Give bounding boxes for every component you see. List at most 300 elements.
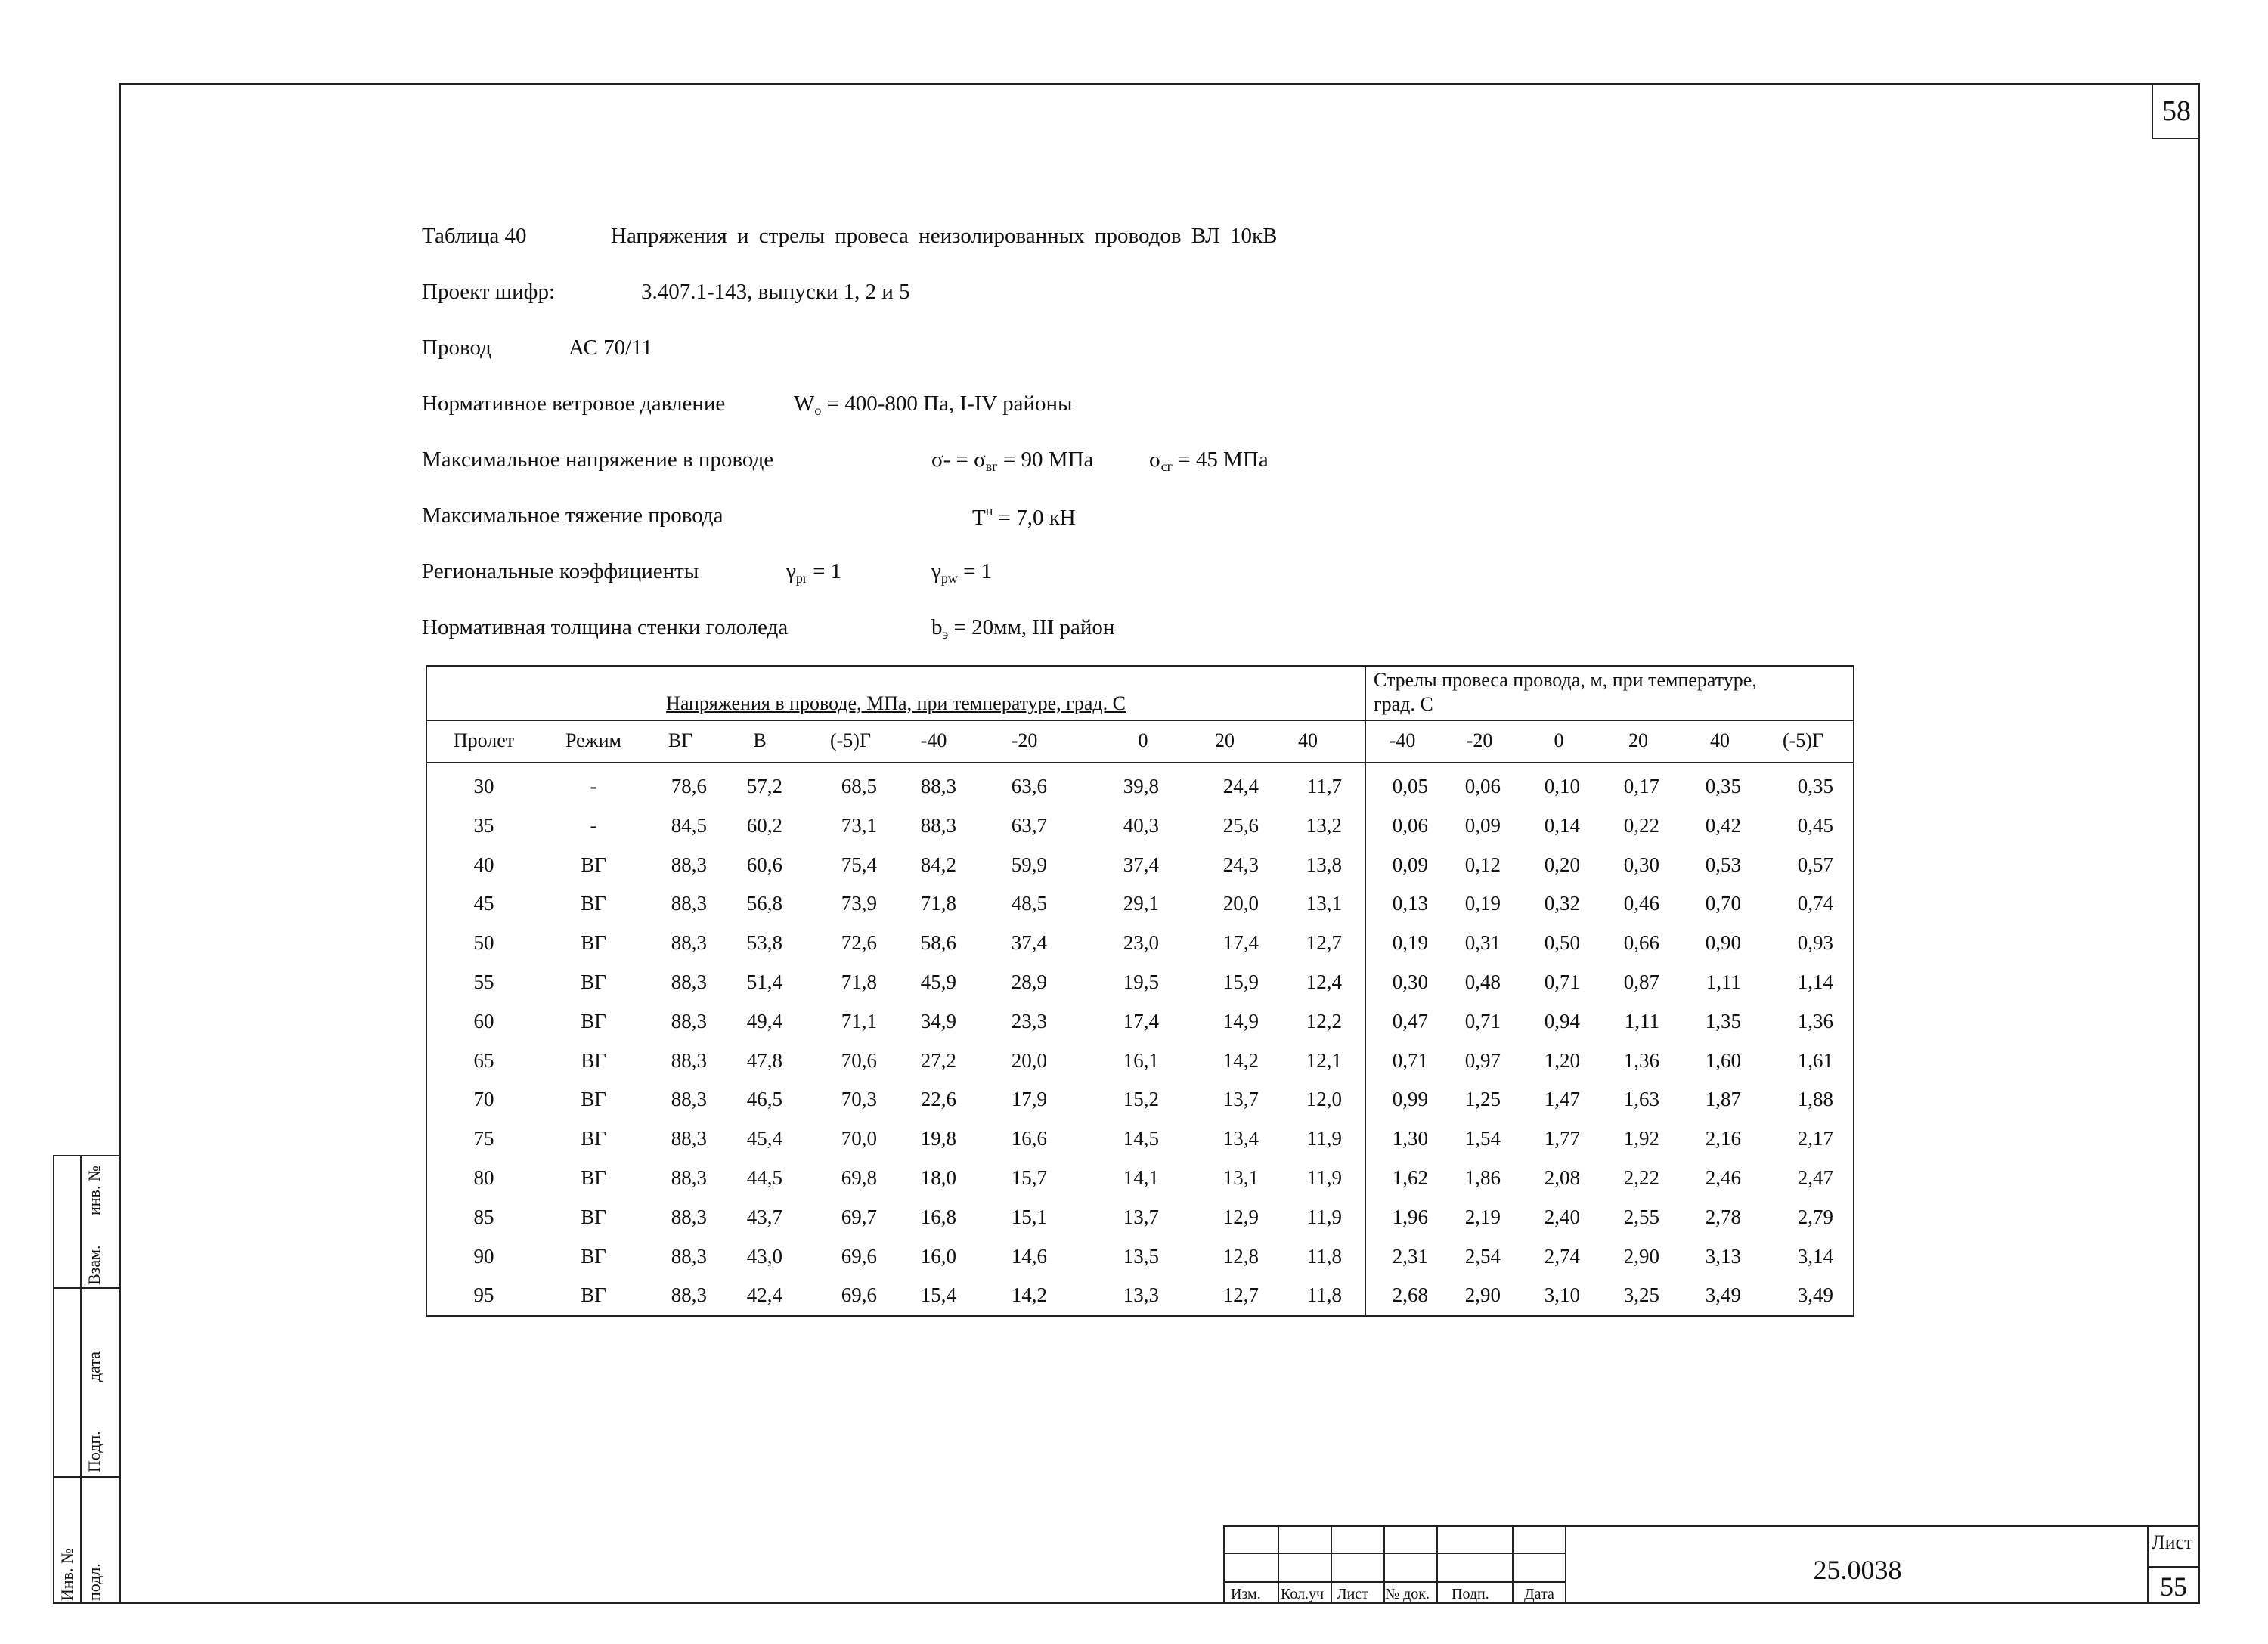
table-row — [427, 845, 1853, 884]
cell-t20: 25,6 — [1222, 813, 1259, 837]
cell-t-40: 22,6 — [920, 1088, 956, 1111]
cell-s-40: 1,96 — [1392, 1205, 1428, 1228]
cell-s20: 1,36 — [1623, 1048, 1659, 1072]
cell-mode: ВГ — [581, 1048, 606, 1072]
cell-t-40: 16,0 — [920, 1244, 956, 1268]
cell-s-20: 2,54 — [1464, 1244, 1501, 1268]
cell-t-20: 63,7 — [1011, 813, 1047, 837]
tb-vline — [1436, 1527, 1438, 1604]
tb-label-podp: Подп. — [1452, 1586, 1489, 1602]
cell-s40: 2,78 — [1705, 1205, 1741, 1228]
cell-s0: 2,40 — [1544, 1205, 1580, 1228]
cell-v: 49,4 — [746, 1009, 782, 1033]
cell-t-40: 18,0 — [920, 1166, 956, 1189]
cell-t20: 24,3 — [1222, 853, 1259, 876]
table-row — [427, 806, 1853, 845]
stamp-vzam: Взам. — [85, 1245, 104, 1285]
cell-t40: 11,8 — [1306, 1244, 1342, 1268]
cell-m5g: 68,5 — [841, 775, 877, 797]
cell-s-20: 2,19 — [1464, 1205, 1501, 1228]
table-row — [427, 1119, 1853, 1158]
cell-span: 60 — [473, 1009, 494, 1033]
cell-t-40: 88,3 — [920, 775, 956, 797]
wind-value-line — [794, 392, 1073, 419]
group-header-sag-line2: град. С — [1374, 693, 1433, 715]
cell-s20: 0,87 — [1623, 971, 1659, 993]
group-header-stress: Напряжения в проводе, МПа, при температуре, град. С — [666, 692, 1126, 714]
table-header-rule-2 — [427, 762, 1853, 763]
cell-v: 60,2 — [746, 813, 782, 837]
cell-s20: 1,92 — [1623, 1127, 1659, 1150]
cell-s40: 1,60 — [1705, 1048, 1741, 1072]
cell-t20: 17,4 — [1222, 931, 1259, 955]
ice-sub: э — [942, 627, 949, 642]
column-header-s-20: -20 — [1466, 729, 1493, 751]
cell-s-40: 1,62 — [1392, 1166, 1428, 1189]
cell-s-40: 0,30 — [1392, 971, 1428, 993]
cell-t0: 15,2 — [1123, 1088, 1159, 1111]
cell-m5g: 71,8 — [841, 971, 877, 993]
cell-s20: 0,66 — [1623, 931, 1659, 955]
column-header-m5g: (-5)Г — [829, 729, 871, 751]
cell-vg: 84,5 — [671, 813, 707, 837]
cell-t20: 12,8 — [1222, 1244, 1259, 1268]
wind-label: Нормативное ветровое давление — [422, 392, 726, 416]
tb-label-izm: Изм. — [1231, 1586, 1261, 1602]
cell-m5g: 73,9 — [841, 892, 877, 915]
column-header-t-40: -40 — [920, 729, 947, 751]
group-header-sag-line1: Стрелы провеса провода, м, при температуре, — [1374, 669, 1757, 691]
cell-t20: 20,0 — [1222, 892, 1259, 915]
cell-vg: 88,3 — [671, 1009, 707, 1033]
cell-s-40: 0,71 — [1392, 1048, 1428, 1072]
cell-s-40: 0,99 — [1392, 1088, 1428, 1111]
cell-s40: 1,87 — [1705, 1088, 1741, 1111]
cell-m5g: 75,4 — [841, 853, 877, 876]
ice-value: = 20мм, III район — [953, 615, 1115, 639]
cell-span: 55 — [473, 971, 494, 993]
cell-s20: 0,46 — [1623, 892, 1659, 915]
cell-sm5g: 0,74 — [1797, 892, 1833, 915]
page-number: 58 — [2152, 85, 2200, 139]
cell-t40: 13,1 — [1306, 892, 1342, 915]
column-header-s20: 20 — [1628, 729, 1648, 751]
wire-label: Провод — [422, 336, 491, 360]
cell-sm5g: 1,88 — [1797, 1088, 1833, 1111]
cell-t-20: 14,2 — [1011, 1283, 1047, 1307]
column-header-s0: 0 — [1554, 729, 1564, 751]
cell-s-20: 0,09 — [1464, 813, 1501, 837]
table-row — [427, 1079, 1853, 1119]
document-code: 25.0038 — [1813, 1555, 1902, 1585]
ice-symbol: b — [931, 615, 943, 639]
table-row — [427, 1041, 1853, 1080]
cell-mode: ВГ — [581, 1088, 606, 1111]
cell-t20: 14,2 — [1222, 1048, 1259, 1072]
column-header-vg: ВГ — [668, 729, 693, 751]
stamp-inv: Инв. № — [57, 1547, 76, 1601]
column-header-sm5g: (-5)Г — [1782, 729, 1823, 751]
stress-value-line-2 — [1149, 447, 1269, 475]
cell-t0: 39,8 — [1123, 775, 1159, 797]
cell-mode: ВГ — [581, 1205, 606, 1228]
cell-v: 60,6 — [746, 853, 782, 876]
table-row — [427, 962, 1853, 1002]
tb-label-list: Лист — [1337, 1586, 1368, 1602]
cell-span: 35 — [473, 813, 494, 837]
cell-v: 47,8 — [746, 1048, 782, 1072]
cell-sm5g: 2,17 — [1797, 1127, 1833, 1150]
cell-s-40: 0,06 — [1392, 813, 1428, 837]
cell-t-20: 28,9 — [1011, 971, 1047, 993]
cell-vg: 88,3 — [671, 1244, 707, 1268]
cell-t20: 14,9 — [1222, 1009, 1259, 1033]
cell-m5g: 70,0 — [841, 1127, 877, 1150]
cell-v: 56,8 — [746, 892, 782, 915]
column-header-t0: 0 — [1138, 729, 1148, 751]
cell-span: 30 — [473, 775, 494, 797]
tb-label-doc: № док. — [1385, 1586, 1430, 1602]
cell-s0: 3,10 — [1544, 1283, 1580, 1307]
stress-value-2: = 90 МПа — [1002, 447, 1094, 472]
table-row — [427, 1002, 1853, 1041]
cell-span: 90 — [473, 1244, 494, 1268]
cell-t-20: 63,6 — [1011, 775, 1047, 797]
cell-s0: 1,20 — [1544, 1048, 1580, 1072]
stress-value-line — [931, 447, 1093, 475]
stamp-line — [80, 1155, 82, 1602]
cell-t-40: 88,3 — [920, 813, 956, 837]
cell-t0: 29,1 — [1123, 892, 1159, 915]
column-header-span: Пролет — [453, 729, 515, 751]
cell-s-20: 1,86 — [1464, 1166, 1501, 1189]
cell-v: 51,4 — [746, 971, 782, 993]
cell-s-20: 2,90 — [1464, 1283, 1501, 1307]
cell-s20: 1,63 — [1623, 1088, 1659, 1111]
table-row — [427, 884, 1853, 923]
cell-mode: ВГ — [581, 1166, 606, 1189]
cell-s40: 1,11 — [1706, 971, 1741, 993]
cell-vg: 88,3 — [671, 1283, 707, 1307]
cell-s20: 0,22 — [1623, 813, 1659, 837]
ice-label: Нормативная толщина стенки гололеда — [422, 615, 789, 639]
cell-sm5g: 0,35 — [1797, 775, 1833, 797]
cell-m5g: 71,1 — [841, 1009, 877, 1033]
cell-span: 65 — [473, 1048, 494, 1072]
cell-span: 95 — [473, 1283, 494, 1307]
cell-span: 50 — [473, 931, 494, 955]
wind-sub: o — [814, 403, 822, 418]
cell-s40: 0,42 — [1705, 813, 1741, 837]
cell-t0: 40,3 — [1123, 813, 1159, 837]
margin-stamp — [53, 1155, 119, 1602]
stress-sub-1: вг — [985, 459, 998, 474]
cell-s40: 0,90 — [1705, 931, 1741, 955]
cell-span: 75 — [473, 1127, 494, 1150]
cell-s-20: 0,31 — [1464, 931, 1501, 955]
cell-t40: 11,7 — [1306, 775, 1342, 797]
cell-t-20: 15,1 — [1011, 1205, 1047, 1228]
cell-mode: ВГ — [581, 1009, 606, 1033]
cell-t0: 17,4 — [1123, 1009, 1159, 1033]
stress-value-3: = 45 МПа — [1178, 447, 1269, 472]
cell-s40: 0,35 — [1705, 775, 1741, 797]
group-header-sag — [1374, 668, 1850, 717]
cell-t-20: 20,0 — [1011, 1048, 1047, 1072]
tension-value-line — [972, 503, 1076, 531]
cell-t-20: 16,6 — [1011, 1127, 1047, 1150]
cell-t-40: 16,8 — [920, 1205, 956, 1228]
tension-value: = 7,0 кН — [998, 506, 1076, 530]
cell-t-40: 19,8 — [920, 1127, 956, 1150]
stamp-line — [53, 1287, 119, 1289]
cell-t0: 13,3 — [1123, 1283, 1159, 1307]
cell-t-40: 45,9 — [920, 971, 956, 993]
cell-mode: - — [590, 775, 597, 797]
cell-m5g: 72,6 — [841, 931, 877, 955]
cell-v: 43,0 — [746, 1244, 782, 1268]
cell-vg: 88,3 — [671, 1127, 707, 1150]
tb-label-kolvo: Кол.уч — [1281, 1586, 1325, 1602]
stamp-line — [53, 1155, 119, 1156]
cell-s-40: 2,68 — [1392, 1283, 1428, 1307]
cell-m5g: 69,8 — [841, 1166, 877, 1189]
cell-s20: 2,55 — [1623, 1205, 1659, 1228]
cell-sm5g: 1,14 — [1797, 971, 1833, 993]
cell-span: 45 — [473, 892, 494, 915]
cell-s0: 0,20 — [1544, 853, 1580, 876]
cell-v: 46,5 — [746, 1088, 782, 1111]
cell-s-20: 1,54 — [1464, 1127, 1501, 1150]
cell-vg: 88,3 — [671, 1088, 707, 1111]
cell-sm5g: 2,47 — [1797, 1166, 1833, 1189]
column-header-s40: 40 — [1710, 729, 1730, 751]
cell-t40: 12,1 — [1306, 1048, 1342, 1072]
cell-t20: 12,7 — [1222, 1283, 1259, 1307]
cell-s-20: 0,06 — [1464, 775, 1501, 797]
cell-t40: 11,9 — [1306, 1166, 1342, 1189]
sheet-number: 55 — [2149, 1566, 2198, 1605]
table-label: Таблица 40 — [422, 224, 527, 248]
cell-t20: 12,9 — [1222, 1205, 1259, 1228]
cell-v: 43,7 — [746, 1205, 782, 1228]
cell-s-20: 1,25 — [1464, 1088, 1501, 1111]
cell-s0: 2,74 — [1544, 1244, 1580, 1268]
wind-value: = 400-800 Па, I-IV районы — [826, 392, 1073, 416]
cell-t-40: 71,8 — [920, 892, 956, 915]
cell-mode: ВГ — [581, 1244, 606, 1268]
cell-sm5g: 3,49 — [1797, 1283, 1833, 1307]
cell-m5g: 69,6 — [841, 1244, 877, 1268]
cell-s0: 0,71 — [1544, 971, 1580, 993]
ice-value-line — [931, 615, 1114, 642]
cell-s0: 1,47 — [1544, 1088, 1580, 1111]
document-code-cell — [1565, 1525, 2149, 1604]
cell-t40: 11,8 — [1306, 1283, 1342, 1307]
cell-t-20: 17,9 — [1011, 1088, 1047, 1111]
column-header-s-40: -40 — [1389, 729, 1416, 751]
tb-vline — [1331, 1527, 1332, 1604]
cell-s0: 0,14 — [1544, 813, 1580, 837]
cell-s-40: 0,47 — [1392, 1009, 1428, 1033]
stamp-podl: подл. — [85, 1563, 104, 1601]
table-row — [427, 766, 1853, 806]
gamma2-line — [931, 559, 992, 587]
tension-symbol: Т — [972, 506, 986, 530]
cell-vg: 88,3 — [671, 892, 707, 915]
cell-s-20: 0,71 — [1464, 1009, 1501, 1033]
data-table — [426, 665, 1854, 1317]
cell-m5g: 69,7 — [841, 1205, 877, 1228]
cell-t40: 12,2 — [1306, 1009, 1342, 1033]
cell-sm5g: 3,14 — [1797, 1244, 1833, 1268]
cell-sm5g: 0,45 — [1797, 813, 1833, 837]
cell-mode: ВГ — [581, 931, 606, 955]
cell-sm5g: 1,61 — [1797, 1048, 1833, 1072]
cell-t-40: 58,6 — [920, 931, 956, 955]
gamma1-sub: pr — [795, 571, 807, 586]
cell-s0: 0,50 — [1544, 931, 1580, 955]
cell-s-40: 1,30 — [1392, 1127, 1428, 1150]
cell-s0: 2,08 — [1544, 1166, 1580, 1189]
tension-label: Максимальное тяжение провода — [422, 503, 723, 528]
cell-s-40: 2,31 — [1392, 1244, 1428, 1268]
cell-s40: 2,16 — [1705, 1127, 1741, 1150]
column-header-v: В — [753, 729, 767, 751]
stamp-data: дата — [85, 1351, 104, 1382]
cell-t40: 11,9 — [1306, 1205, 1342, 1228]
cell-mode: ВГ — [581, 971, 606, 993]
cell-t-20: 15,7 — [1011, 1166, 1047, 1189]
cell-v: 45,4 — [746, 1127, 782, 1150]
cell-span: 70 — [473, 1088, 494, 1111]
cell-vg: 88,3 — [671, 1205, 707, 1228]
stress-symbol-3: σ — [1149, 447, 1161, 472]
cell-vg: 78,6 — [671, 775, 707, 797]
cell-v: 44,5 — [746, 1166, 782, 1189]
stress-label: Максимальное напряжение в проводе — [422, 447, 774, 472]
cell-s40: 0,70 — [1705, 892, 1741, 915]
stamp-line — [53, 1476, 119, 1478]
cell-t40: 12,0 — [1306, 1088, 1342, 1111]
cell-t0: 14,5 — [1123, 1127, 1159, 1150]
cell-s40: 3,13 — [1705, 1244, 1741, 1268]
column-header-t40: 40 — [1298, 729, 1318, 751]
cell-s20: 3,25 — [1623, 1283, 1659, 1307]
tb-hline — [1225, 1553, 1566, 1554]
cell-s40: 1,35 — [1705, 1009, 1741, 1033]
stress-value-1: σ- = σ — [931, 447, 986, 472]
cell-t40: 12,4 — [1306, 971, 1342, 993]
cell-t-20: 14,6 — [1011, 1244, 1047, 1268]
cell-t20: 13,1 — [1222, 1166, 1259, 1189]
cell-vg: 88,3 — [671, 971, 707, 993]
stamp-invn: инв. № — [85, 1166, 104, 1215]
frame-border-right — [2198, 83, 2200, 1602]
cell-m5g: 73,1 — [841, 813, 877, 837]
cell-mode: - — [590, 813, 597, 837]
tb-vline — [1512, 1527, 1514, 1604]
cell-t40: 11,9 — [1306, 1127, 1342, 1150]
cell-t-20: 48,5 — [1011, 892, 1047, 915]
cell-s40: 2,46 — [1705, 1166, 1741, 1189]
sheet-label: Лист — [2152, 1531, 2193, 1553]
cell-sm5g: 0,57 — [1797, 853, 1833, 876]
title-block — [1223, 1525, 2198, 1602]
cell-span: 85 — [473, 1205, 494, 1228]
cell-mode: ВГ — [581, 853, 606, 876]
table-row — [427, 1158, 1853, 1197]
cell-v: 53,8 — [746, 931, 782, 955]
cell-s20: 0,17 — [1623, 775, 1659, 797]
column-header-t20: 20 — [1215, 729, 1235, 751]
table-title: Напряжения и стрелы провеса неизолированных проводов ВЛ 10кВ — [611, 224, 1278, 248]
column-header-mode: Режим — [565, 729, 621, 751]
table-row — [427, 1237, 1853, 1276]
cell-t0: 23,0 — [1123, 931, 1159, 955]
title-block-grid — [1223, 1525, 1566, 1604]
cell-t20: 13,7 — [1222, 1088, 1259, 1111]
cell-s-40: 0,09 — [1392, 853, 1428, 876]
cell-vg: 88,3 — [671, 853, 707, 876]
column-header-t-20: -20 — [1011, 729, 1038, 751]
cell-s40: 0,53 — [1705, 853, 1741, 876]
wind-symbol: W — [794, 392, 815, 416]
regional-label: Региональные коэффициенты — [422, 559, 699, 584]
cell-v: 57,2 — [746, 775, 782, 797]
cell-mode: ВГ — [581, 1283, 606, 1307]
cell-t0: 16,1 — [1123, 1048, 1159, 1072]
cell-s20: 2,22 — [1623, 1166, 1659, 1189]
cell-s20: 2,90 — [1623, 1244, 1659, 1268]
cell-t40: 13,8 — [1306, 853, 1342, 876]
cell-mode: ВГ — [581, 1127, 606, 1150]
cell-span: 80 — [473, 1166, 494, 1189]
cell-s20: 0,30 — [1623, 853, 1659, 876]
tb-vline — [1278, 1527, 1279, 1604]
cell-vg: 88,3 — [671, 1166, 707, 1189]
cell-span: 40 — [473, 853, 494, 876]
cell-t20: 13,4 — [1222, 1127, 1259, 1150]
cell-s0: 0,10 — [1544, 775, 1580, 797]
project-label: Проект шифр: — [422, 280, 555, 304]
cell-t-40: 34,9 — [920, 1009, 956, 1033]
cell-s-40: 0,05 — [1392, 775, 1428, 797]
cell-t40: 13,2 — [1306, 813, 1342, 837]
cell-m5g: 70,6 — [841, 1048, 877, 1072]
cell-t40: 12,7 — [1306, 931, 1342, 955]
cell-t0: 14,1 — [1123, 1166, 1159, 1189]
wire-value: АС 70/11 — [569, 336, 653, 360]
cell-s-20: 0,12 — [1464, 853, 1501, 876]
cell-s0: 0,94 — [1544, 1009, 1580, 1033]
cell-t20: 15,9 — [1222, 971, 1259, 993]
cell-sm5g: 1,36 — [1797, 1009, 1833, 1033]
cell-s-40: 0,19 — [1392, 931, 1428, 955]
cell-t-20: 23,3 — [1011, 1009, 1047, 1033]
cell-t0: 13,5 — [1123, 1244, 1159, 1268]
table-row — [427, 923, 1853, 962]
cell-sm5g: 2,79 — [1797, 1205, 1833, 1228]
cell-s0: 0,32 — [1544, 892, 1580, 915]
cell-mode: ВГ — [581, 892, 606, 915]
cell-s-40: 0,13 — [1392, 892, 1428, 915]
cell-t-40: 15,4 — [920, 1283, 956, 1307]
gamma2-symbol: γ — [931, 559, 941, 584]
cell-t0: 19,5 — [1123, 971, 1159, 993]
cell-t20: 24,4 — [1222, 775, 1259, 797]
cell-m5g: 70,3 — [841, 1088, 877, 1111]
